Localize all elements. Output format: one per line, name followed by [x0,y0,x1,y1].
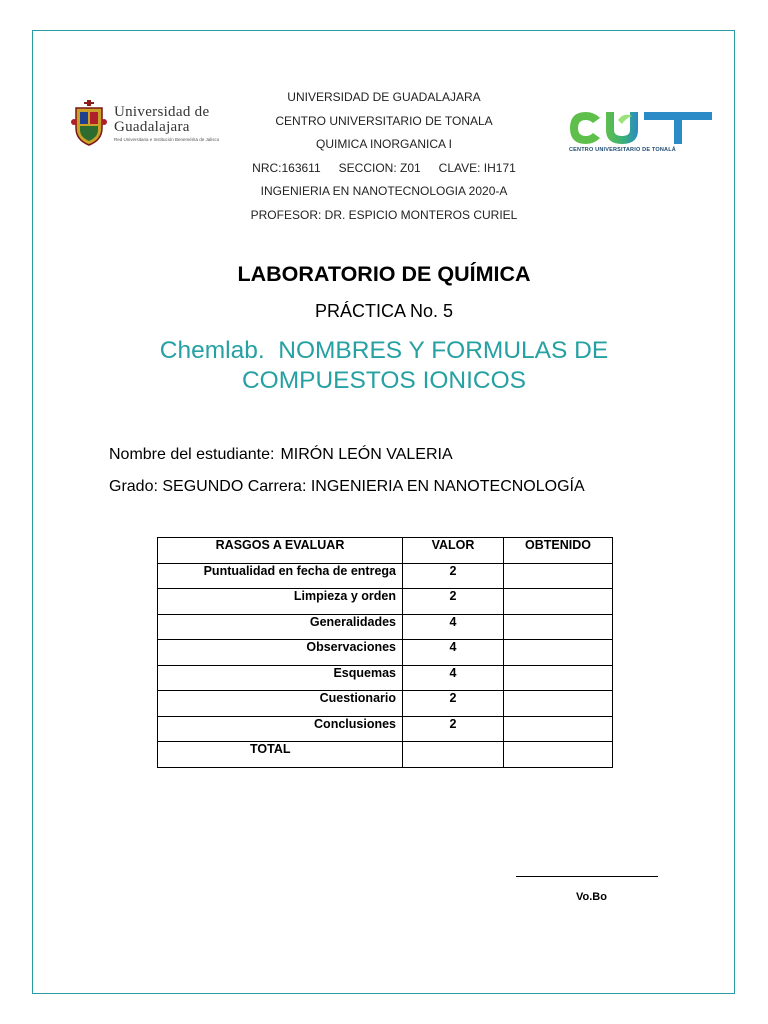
header-block [200,88,568,230]
rubric-obtained [504,614,613,640]
rubric-value: 4 [403,614,504,640]
signature-label: Vo.Bo [576,891,607,903]
rubric-obtained [504,665,613,691]
rubric-criterion: Limpieza y orden [158,589,403,615]
rubric-criterion: Esquemas [158,665,403,691]
rubric-value: 4 [403,640,504,666]
rubric-obtained [504,691,613,717]
table-row [158,640,613,666]
student-grade-line: Grado: SEGUNDO Carrera: INGENIERIA EN NANOTECNOLOGÍA [109,478,585,495]
table-row [158,665,613,691]
rubric-criterion: Generalidades [158,614,403,640]
table-row [158,716,613,742]
udg-crest-icon [70,100,108,146]
rubric-criterion: Cuestionario [158,691,403,717]
rubric-criterion: Puntualidad en fecha de entrega [158,563,403,589]
rubric-value: 2 [403,589,504,615]
student-name-value: MIRÓN LEÓN VALERIA [280,446,453,463]
header-professor: PROFESOR: DR. ESPICIO MONTEROS CURIEL [250,207,518,222]
cut-logo-icon [566,110,716,146]
rubric-criterion: Conclusiones [158,716,403,742]
rubric-total-obtained [504,742,613,768]
header-course: QUIMICA INORGANICA I [315,137,453,152]
cut-logo [566,110,718,156]
header-section: SECCION: Z01 [338,160,421,175]
student-name-label: Nombre del estudiante: [109,446,275,463]
rubric-total-value [403,742,504,768]
rubric-header-obtained: OBTENIDO [504,538,613,564]
practice-subject [0,336,768,396]
rubric-obtained [504,589,613,615]
table-row [158,691,613,717]
rubric-value: 2 [403,691,504,717]
table-row [158,614,613,640]
udg-name-line1: Universidad de [114,104,210,120]
header-nrc: NRC:163611 [252,160,321,175]
signature-line [516,876,658,877]
page-title: LABORATORIO DE QUÍMICA [237,262,531,286]
student-name-line [109,446,453,464]
table-row [158,563,613,589]
rubric-obtained [504,716,613,742]
rubric-header-criterion: RASGOS A EVALUAR [158,538,403,564]
practice-number: PRÁCTICA No. 5 [314,301,454,321]
rubric-obtained [504,563,613,589]
rubric-criterion: Observaciones [158,640,403,666]
header-key: CLAVE: IH171 [438,160,516,175]
rubric-value: 2 [403,716,504,742]
rubric-total-label: TOTAL [158,742,403,768]
rubric-header-value: VALOR [403,538,504,564]
header-university: UNIVERSIDAD DE GUADALAJARA [287,90,481,104]
header-program: INGENIERIA EN NANOTECNOLOGIA 2020-A [260,184,508,199]
header-nrc-line [200,159,568,183]
udg-subtitle: Red Universitaria e Institución Benemérita de Jalisco [114,137,220,142]
cut-subtitle: CENTRO UNIVERSITARIO DE TONALÁ [569,147,676,153]
udg-name-line2: Guadalajara [114,119,190,135]
rubric-table [157,537,613,768]
subject-line-1: Chemlab. NOMBRES Y FORMULAS DE [159,337,609,364]
rubric-obtained [504,640,613,666]
rubric-value: 4 [403,665,504,691]
rubric-value: 2 [403,563,504,589]
rubric-header-row [158,538,613,564]
rubric-total-row [158,742,613,768]
subject-line-2: COMPUESTOS IONICOS [241,367,527,394]
table-row [158,589,613,615]
header-center: CENTRO UNIVERSITARIO DE TONALA [275,113,493,128]
